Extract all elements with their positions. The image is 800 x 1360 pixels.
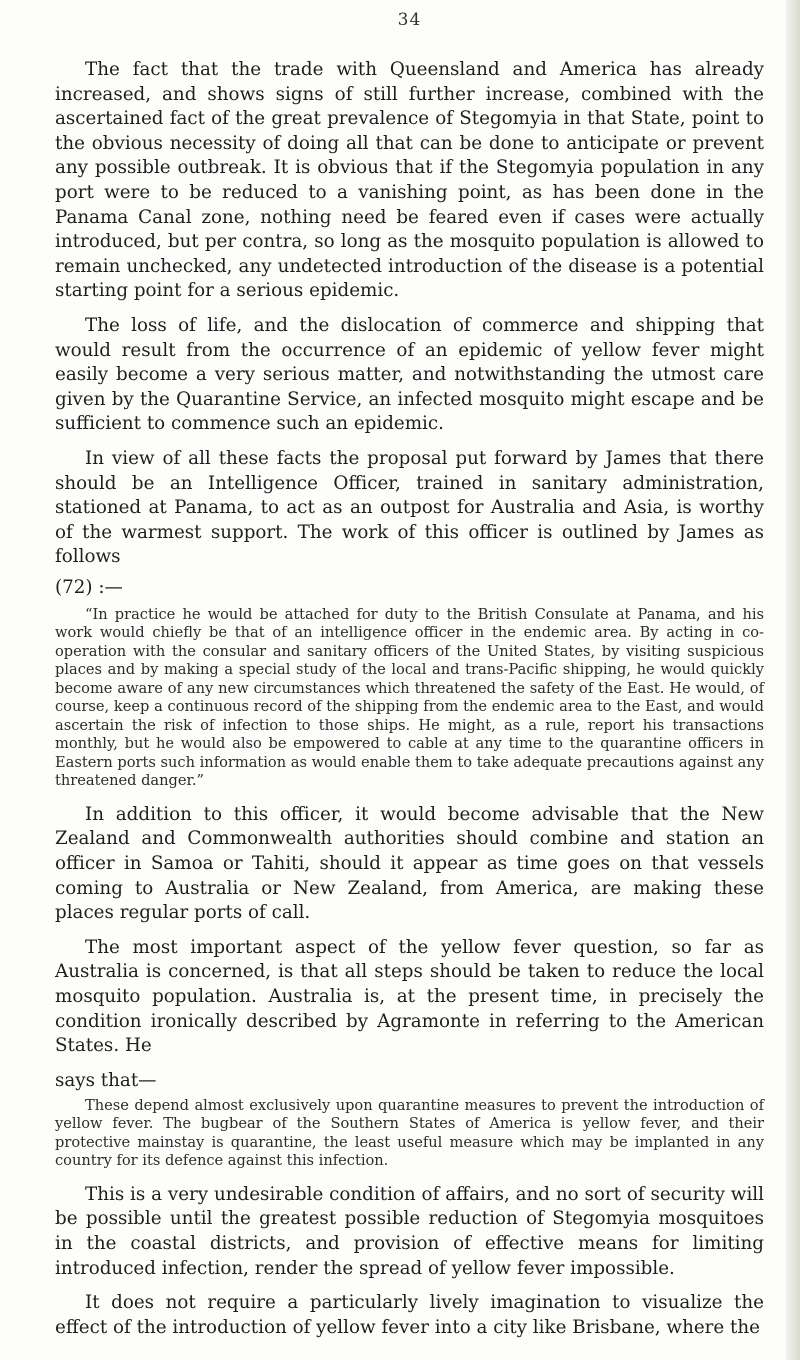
block-quote-agramonte: These depend almost exclusively upon quarantine measures to prevent the introduction of yellow fever. The bugbear of the Southern States of America is yellow fever, and their protective mainstay is quarantine, the least useful measure which may be implanted in any country for its defence against this infection. (55, 1096, 764, 1170)
paragraph-undesirable-condition: This is a very undesirable condition of affairs, and no sort of security will be possible until the greatest possible reduction of Stegomyia mosquitoes in the coastal districts, and provision of effective means for limiting introduced infection, render the spread of yellow fever impossible. (55, 1183, 764, 1279)
page-edge-shadow (786, 0, 800, 1360)
page-number: 34 (397, 10, 422, 30)
paragraph-samoa-tahiti: In addition to this officer, it would become advisable that the New Zealand and Commonwealth authorities should combine and station an officer in Samoa or Tahiti, should it appear as time goes on that vessels coming to Australia or New Zealand, from America, are making these places regular ports of call. (55, 803, 764, 924)
paragraph-brisbane: It does not require a particularly lively imagination to visualize the effect of the introduction of yellow fever into a city like Brisbane, where the (55, 1292, 764, 1338)
paragraph-intelligence-officer: In view of all these facts the proposal put forward by James that there should be an Intelligence Officer, trained in sanitary administration, stationed at Panama, to act as an outpost for Australia and Asia, is worthy of the warmest support. The work of this officer is outlined by James as follows (55, 447, 764, 568)
paragraph-loss-of-life: The loss of life, and the dislocation of commerce and shipping that would result from the occurrence of an epidemic of yellow fever might easily become a very serious matter, and notwithstanding the utmost care given by the Quarantine Service, an infected mosquito might escape and be sufficient to commence such an epidemic. (55, 314, 764, 435)
says-that-line: says that— (55, 1069, 157, 1091)
paragraph-important-aspect: The most important aspect of the yellow fever question, so far as Australia is concerned, is that all steps should be taken to reduce the local mosquito population. Australia is, at the present time, in precisely the condition ironically described by Agramonte in referring to the American States. He (55, 936, 764, 1057)
block-quote-james: “In practice he would be attached for duty to the British Consulate at Panama, and his work would chiefly be that of an intelligence officer in the endemic area. By acting in co-operation with the consular and sanitary officers of the United States, by visiting suspicious places and by making a special study of the local and trans-Pacific shipping, he would quickly become aware of any new circumstances which threatened the safety of the East. He would, of course, keep a continuous record of the shipping from the endemic area to the East, and would ascertain the risk of infection to those ships. He might, as a rule, report his transactions monthly, but he would also be empowered to cable at any time to the quarantine officers in Eastern ports such information as would enable them to take adequate precautions against any threatened danger.” (55, 605, 764, 790)
paragraph-trade-increase: The fact that the trade with Queensland and America has already increased, and shows signs of still further increase, combined with the ascertained fact of the great prevalence of Stegomyia in that State, point to the obvious necessity of doing all that can be done to anticipate or prevent any possible outbreak. It is obvious that if the Stegomyia population in any port were to be reduced to a vanishing point, as has been done in the Panama Canal zone, nothing need be feared even if cases were actually introduced, but per contra, so long as the mosquito population is allowed to remain unchecked, any undetected introduction of the disease is a potential starting point for a serious epidemic. (55, 59, 764, 302)
reference-marker: (72) :— (55, 576, 123, 598)
